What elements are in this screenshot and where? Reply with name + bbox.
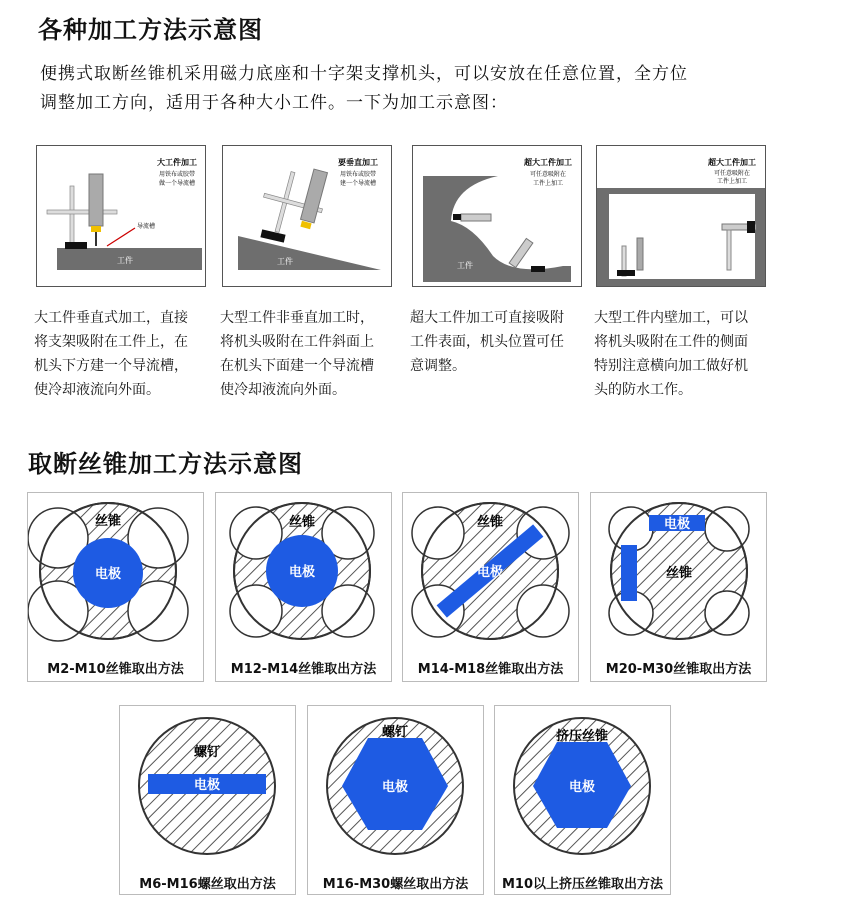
svg-text:电极: 电极 <box>94 567 122 582</box>
svg-text:挤压丝锥: 挤压丝锥 <box>555 729 609 744</box>
panel-4-caption: 大型工件内壁加工，可以 将机头吸附在工件的侧面 特别注意横向加工做好机 头的防水工作。 <box>594 310 748 398</box>
svg-text:超大工件加工: 超大工件加工 <box>708 158 756 167</box>
workpiece <box>238 236 381 270</box>
svg-text:工件上加工: 工件上加工 <box>716 178 748 185</box>
tap-method-m2-m10: 丝锥 电极 M2-M10丝锥取出方法 <box>27 492 204 682</box>
svg-text:建一个导流槽: 建一个导流槽 <box>339 180 377 187</box>
panel-inner-wall <box>596 145 766 287</box>
svg-text:电极: 电极 <box>663 517 691 532</box>
svg-text:工件: 工件 <box>277 257 293 266</box>
screw-method-m6-m16: 螺钉 电极 M6-M16螺丝取出方法 <box>119 705 296 895</box>
panel-non-vertical <box>222 145 392 287</box>
tap-method-m14-m18: 丝锥 电极 M14-M18丝锥取出方法 <box>402 492 579 682</box>
extrusion-tap-method: 挤压丝锥 电极 M10以上挤压丝锥取出方法 <box>494 705 671 895</box>
panel-2-caption: 大型工件非垂直加工时， 将机头吸附在工件斜面上 在机头下面建一个导流槽 使冷却液流向外面。 <box>220 310 374 398</box>
section2-title: 取断丝锥加工方法示意图 <box>28 450 303 478</box>
svg-text:要垂直加工: 要垂直加工 <box>338 158 378 167</box>
svg-text:做一个导流槽: 做一个导流槽 <box>158 180 196 187</box>
screw-method-m16-m30: 螺钉 电极 M16-M30螺丝取出方法 <box>307 705 484 895</box>
panel-vertical-large-workpiece <box>36 145 206 287</box>
svg-text:超大工件加工: 超大工件加工 <box>524 158 572 167</box>
panel-1-caption: 大工件垂直式加工，直接 将支架吸附在工件上，在 机头下方建一个导流槽， 使冷却液流向外面。 <box>34 310 188 398</box>
svg-text:丝锥: 丝锥 <box>94 514 122 529</box>
svg-text:可任意吸附在: 可任意吸附在 <box>713 170 751 177</box>
svg-text:用铁布或胶带: 用铁布或胶带 <box>158 171 196 178</box>
svg-text:可任意吸附在: 可任意吸附在 <box>529 171 567 178</box>
workpiece <box>423 176 571 282</box>
svg-text:用铁布或胶带: 用铁布或胶带 <box>339 171 377 178</box>
intro-line-1: 便携式取断丝锥机采用磁力底座和十字架支撑机头，可以安放在任意位置，全方位 <box>40 64 688 84</box>
svg-text:电极: 电极 <box>193 778 221 793</box>
panel-3-caption: 超大工件加工可直接吸附 工件表面，机头位置可任 意调整。 <box>410 310 564 374</box>
svg-text:螺钉: 螺钉 <box>193 745 221 760</box>
svg-text:丝锥: 丝锥 <box>665 566 693 581</box>
svg-text:电极: 电极 <box>381 780 409 795</box>
svg-text:导流槽: 导流槽 <box>137 223 156 230</box>
tap-method-m20-m30: 电极 丝锥 M20-M30丝锥取出方法 <box>590 492 767 682</box>
electrode-bar-left <box>621 545 637 601</box>
panel-extra-large <box>412 145 582 287</box>
svg-text:电极: 电极 <box>568 780 596 795</box>
panel-title: 大工件加工 <box>157 158 197 167</box>
section1-title: 各种加工方法示意图 <box>38 16 263 44</box>
svg-text:电极: 电极 <box>476 565 504 580</box>
svg-text:丝锥: 丝锥 <box>476 515 504 530</box>
svg-text:丝锥: 丝锥 <box>288 515 316 530</box>
svg-text:工件: 工件 <box>117 256 133 265</box>
svg-text:工件上加工: 工件上加工 <box>532 180 564 187</box>
svg-text:电极: 电极 <box>288 565 316 580</box>
tap-method-m12-m14: 丝锥 电极 M12-M14丝锥取出方法 <box>215 492 392 682</box>
intro-line-2: 调整加工方向，适用于各种大小工件。一下为加工示意图： <box>40 93 508 113</box>
svg-text:螺钉: 螺钉 <box>381 725 409 740</box>
svg-text:工件: 工件 <box>457 261 473 270</box>
